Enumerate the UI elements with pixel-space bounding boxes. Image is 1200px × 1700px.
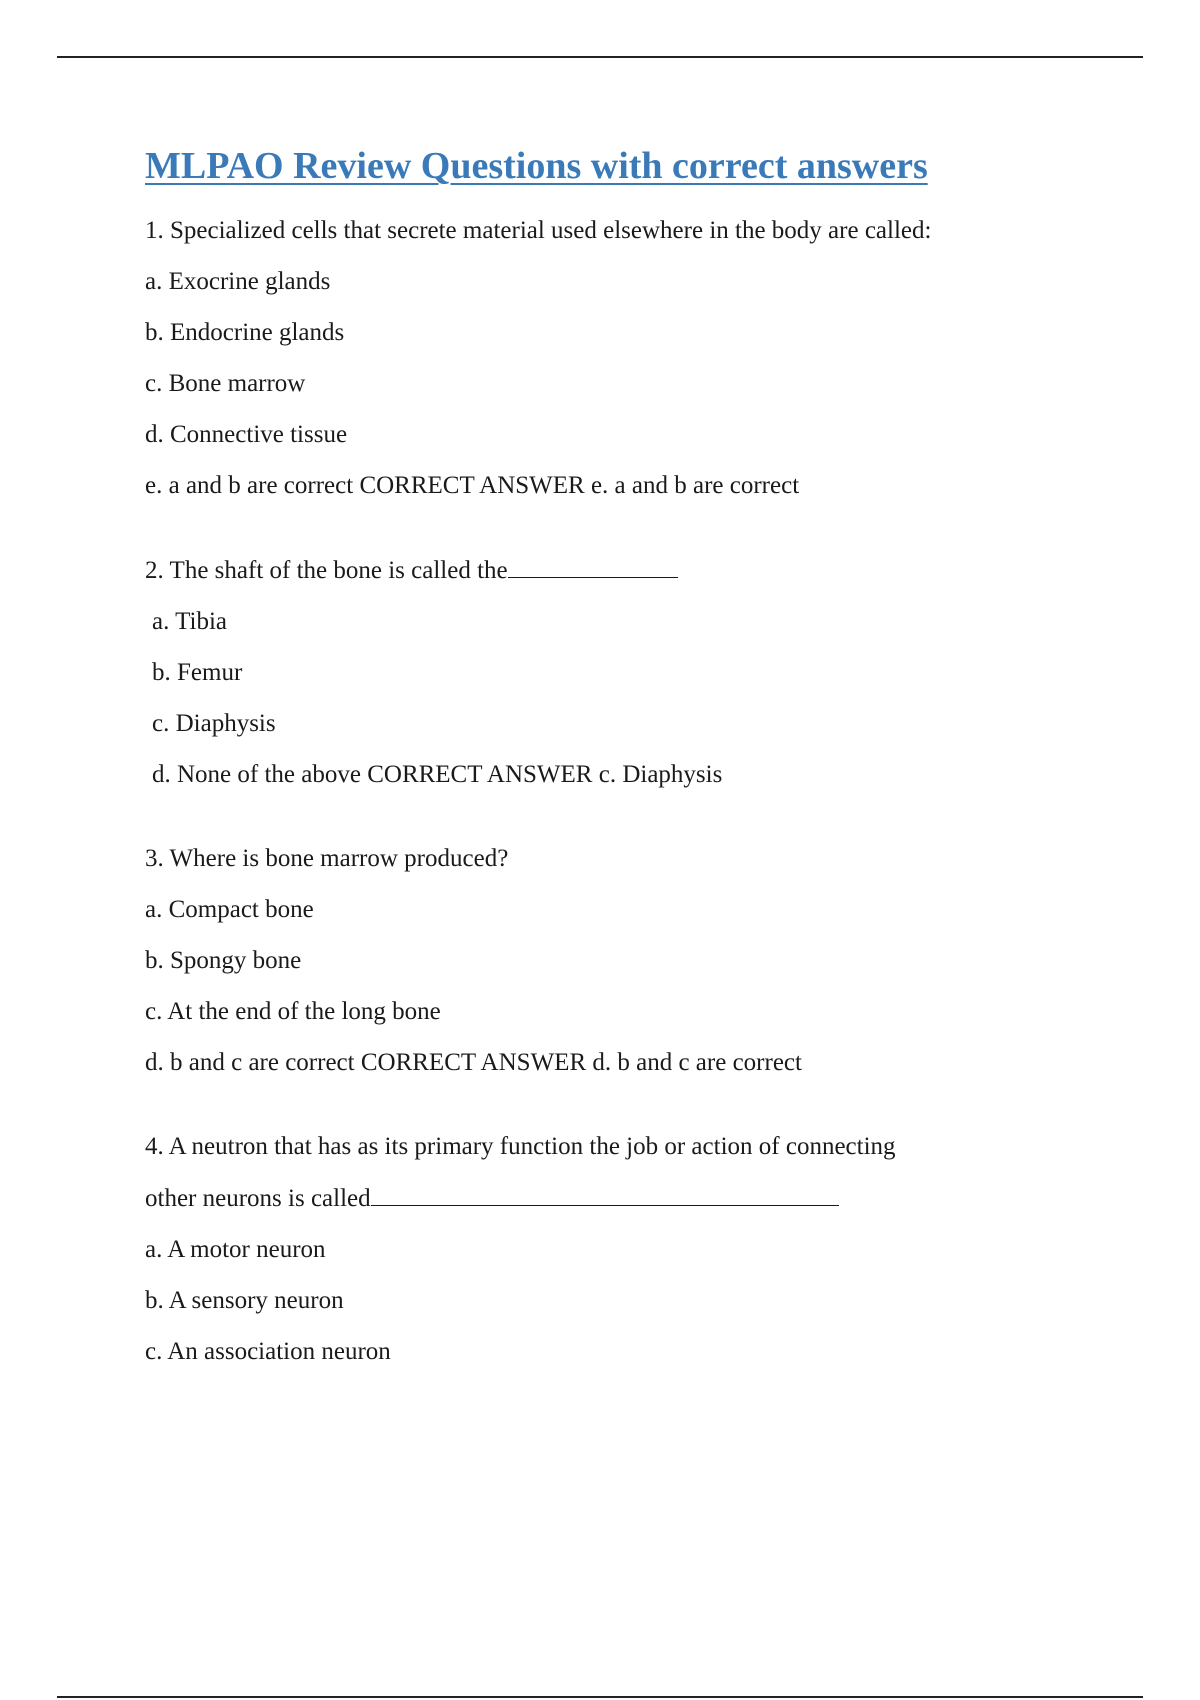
answer-option: a. Tibia xyxy=(152,607,228,635)
question-stem: 3. Where is bone marrow produced? xyxy=(145,844,509,872)
question-stem-text: 2. The shaft of the bone is called the xyxy=(145,556,508,584)
document-body xyxy=(145,144,1105,1419)
bottom-rule xyxy=(57,1696,1143,1698)
question-1 xyxy=(145,214,1105,503)
fill-in-blank xyxy=(371,1181,839,1206)
answer-option: b. Endocrine glands xyxy=(145,318,345,346)
question-stem-text: other neurons is called xyxy=(145,1184,371,1212)
answer-option: d. Connective tissue xyxy=(145,420,348,448)
question-stem-line-2 xyxy=(145,1181,1105,1216)
answer-option: a. Exocrine glands xyxy=(145,267,331,295)
question-4 xyxy=(145,1130,1105,1369)
answer-option: a. Compact bone xyxy=(145,895,314,923)
answer-option: c. Bone marrow xyxy=(145,369,306,397)
answer-option: b. A sensory neuron xyxy=(145,1286,344,1314)
document-title: MLPAO Review Questions with correct answers xyxy=(145,145,928,187)
answer-option-with-correct-answer: d. None of the above CORRECT ANSWER c. Diaphysis xyxy=(152,760,723,788)
top-rule xyxy=(57,56,1143,58)
answer-option: a. A motor neuron xyxy=(145,1235,326,1263)
answer-option: b. Spongy bone xyxy=(145,946,302,974)
answer-option: c. At the end of the long bone xyxy=(145,997,441,1025)
answer-option: c. An association neuron xyxy=(145,1337,391,1365)
question-3 xyxy=(145,842,1105,1080)
answer-option: c. Diaphysis xyxy=(152,709,276,737)
answer-option-with-correct-answer: e. a and b are correct CORRECT ANSWER e. a and b are correct xyxy=(145,471,800,499)
question-stem xyxy=(145,553,1105,588)
question-stem-line-1: 4. A neutron that has as its primary function the job or action of connecting xyxy=(145,1132,896,1160)
question-2 xyxy=(145,553,1105,792)
answer-option-with-correct-answer: d. b and c are correct CORRECT ANSWER d. b and c are correct xyxy=(145,1048,802,1076)
fill-in-blank xyxy=(508,553,678,578)
answer-option: b. Femur xyxy=(152,658,243,686)
question-stem: 1. Specialized cells that secrete material used elsewhere in the body are called: xyxy=(145,216,932,244)
